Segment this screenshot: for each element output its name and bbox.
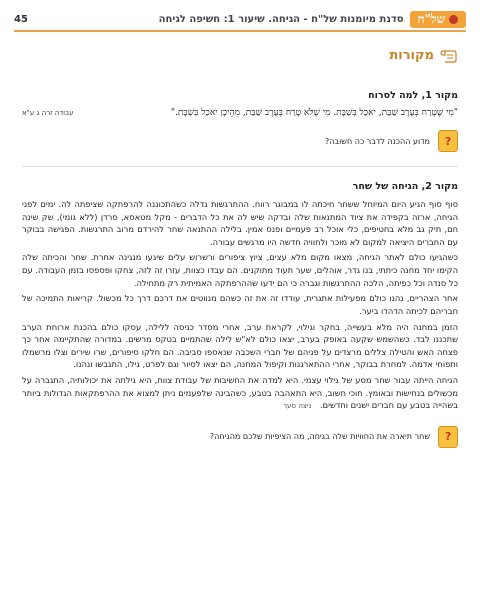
author-signature: ניצה סער (283, 402, 312, 411)
source2-title: מקור 2, הגיחה של שחר (352, 181, 458, 193)
source1-citation: עבודה זרה ג ע"א (22, 109, 74, 117)
source2-paragraph: כשהגיעו כולם לאתר הגיחה, מצאו מקום מלא עצים, ציוץ ציפורים ורשרוש עלים שיגעו מנגינה אחרת. שחר והכיתה שלה הקימו יחד מחנה כיתתי, בנו גדר, אוהלים, שער תעוד מתוקנים. הם עבדו כצוות, עזרו זה לזה, צחקו ופספסו בזמן העבודה. עם כל סנדה וכל כפיתה, הלכה ההתרגשות וגברה כי הם ידעו שההרפתקה האמיתית רק מתחילה. (22, 252, 458, 288)
question-mark-icon: ? (438, 426, 458, 448)
source1-question-box (22, 130, 458, 152)
source1-title: מקור 1, למה לסרוח (368, 90, 458, 101)
question-mark-icon: ? (438, 130, 458, 152)
logo-text: של"ח (417, 11, 445, 26)
page-number: 45 (14, 13, 28, 25)
sources-heading (389, 48, 458, 63)
logo-emblem-icon (449, 15, 458, 24)
source2-question: שחר תיארה את החוויות שלה בגיחה, מה הציפיות שלכם מהגיחה? (209, 432, 430, 442)
shelach-logo (410, 11, 466, 28)
source1-verse: "מִי שֶׁטָּרַח בְּעֶרֶב שַׁבָּת, יֹאכַל בְּשַׁבָּת. מִי שֶׁלֹּא טָרַח בְּעֶרֶב שַׁבָּת, מֵהֵיכָן יֹאכַל בְּשַׁבָּת." (170, 108, 458, 118)
sources-title: מקורות (389, 48, 434, 63)
scroll-icon (440, 49, 458, 63)
source2-paragraph: הזמן במחנה היה מלא בעשייה, בחקר וגילוי, לקראת ערב, אחרי מסדר כניסה ללילה, עסקו כולם בהכנת ארוחת הערב שתכננו לבד. כשהשמש שקעה באופק בערב, יצאו כולם לא"ש לילה שהתמיים בטקס מרשים. במדורה שהתקיימה אחר כך פצחה האש והטילה צללים מרצדים על פניהם של חברי השכבה שנאספו סביבה. הם חלקו סיפורים, שרו שירים וצלו מרשמלו ותפוחי אדמה. למחרת בבוקר, אחרי ההתארגנות וקיפול המחנה, הם יצאו לסיור וגם לפרט, גילו, התגבשו ונהנו. (22, 321, 458, 370)
main-content (22, 76, 458, 448)
source2-paragraph: סוף סוף הגיע היום המיוחל ששחר חיכתה לו במבוגר רווח. ההתרגשות גדלה כשהתכוננה להרפתקה שציפתה לה. ימים לפני הגיחה, ארזה בקפידה את ציוד המתנאות שלה ובדקה שיש לה את כל הדברים - מקל מטאסא, סרדן (ללא גומי), שק שינה חם, תיק גב מלא בחטיפים, כלי אוכל רב פעמיים ופנס אמין. בלילה ההתנאה שחר להירדם מרוב התרגשות. הפגישה בבוקר עם החברים היציאה למקום לא מוכר ולחוויה חדשה היו מרגשים עבורה. (22, 199, 458, 247)
source1-question: מדוע ההכנה לדבר כה חשובה? (325, 136, 430, 146)
header-brand (159, 11, 466, 28)
source2-paragraph-last (22, 374, 458, 412)
source1-verse-row (22, 107, 458, 120)
source2-paragraph: אחר הצהריים, נהנו כולם מפעילות אתגרית, עודדו זה את זה כשהם מנווטים את דרכם דרך כל מכשול. קריאות התמיכה של חבריהם לכיתה הדהדו ביער. (22, 293, 458, 316)
section-divider (22, 166, 458, 167)
series-title: סדנת מיומנות של"ח - הגיחה. שיעור 1: חשיפה לגיחה (158, 13, 404, 25)
page-header (14, 8, 466, 32)
source2-paragraph-text: הגיחה הייתה עבור שחר מסע של גילוי עצמי. היא למדה את החשיבות של עבודת צוות, היא גילתה את יכולותיה, התגברה על מכשולים בנחישות ובאומץ. חוכי חשוב, היא התאהבה בטבע, כשהבינה שלפעמים ניתן למצוא את ההרפתקאות הגדולות ביותר בשהייה בטבע עם חברים ישנים וחדשים. (22, 374, 458, 411)
source2-question-box (22, 426, 458, 448)
